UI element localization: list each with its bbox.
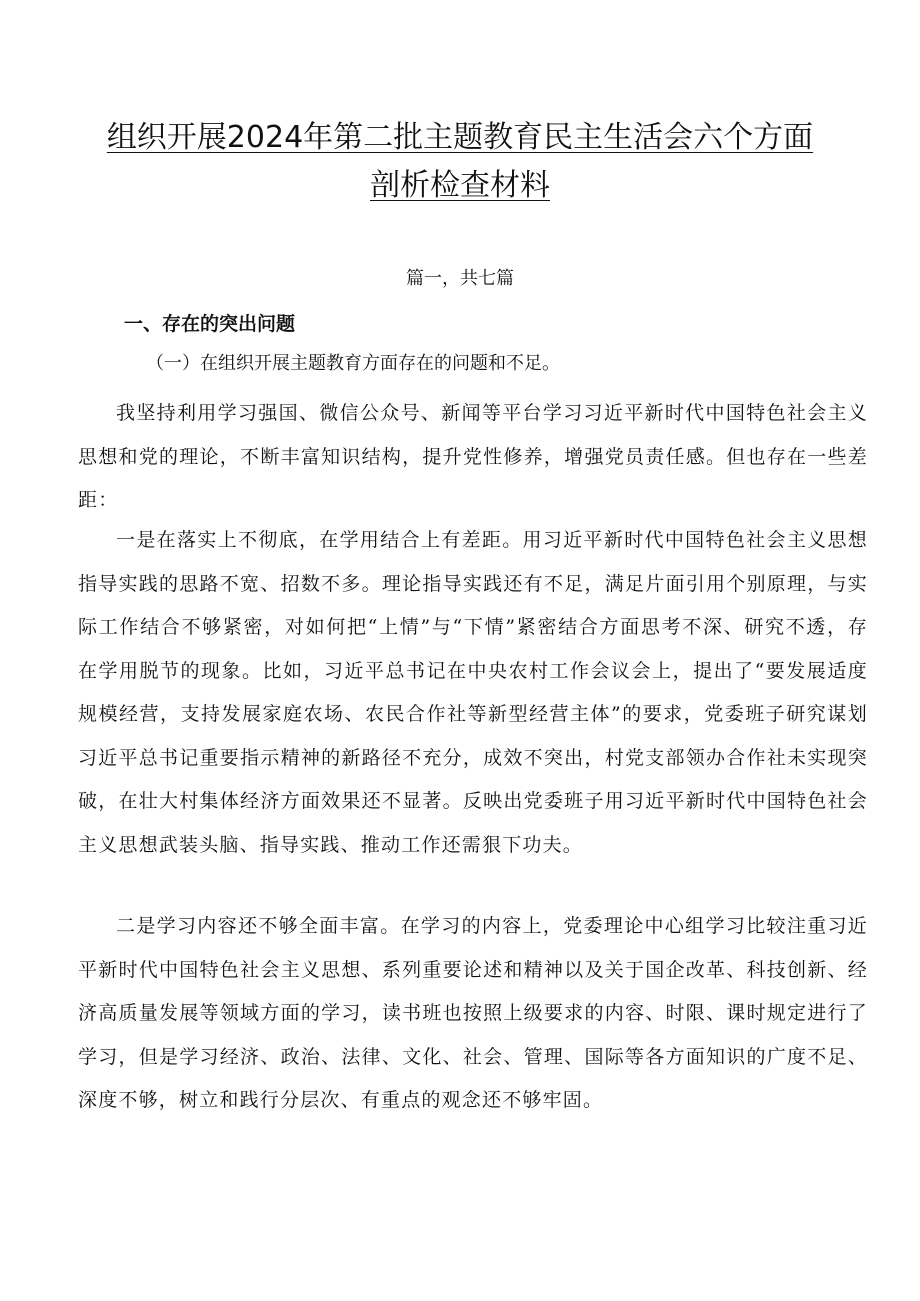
body-paragraph-1: 我坚持利用学习强国、微信公众号、新闻等平台学习习近平新时代中国特色社会主义思想和党的理论，不断丰富知识结构，提升党性修养，增强党员责任感。但也存在一些差距： — [78, 402, 868, 511]
document-title-line-1: 组织开展2024年第二批主题教育民主生活会六个方面 — [106, 120, 814, 155]
section-heading: 一、存在的突出问题 — [124, 313, 296, 335]
subsection-heading: （一）在组织开展主题教育方面存在的问题和不足。 — [146, 353, 560, 374]
body-paragraph-3: 二是学习内容还不够全面丰富。在学习的内容上，党委理论中心组学习比较注重习近平新时代中国特色社会主义思想、系列重要论述和精神以及关于国企改革、科技创新、经济高质量发展等领域方面的学习，读书班也按照上级要求的内容、时限、课时规定进行了学习，但是学习经济、政治、法律、文化、社会、管理、国际等各方面知识的广度不足、深度不够，树立和践行分层次、有重点的观念还不够牢固。 — [78, 915, 868, 1111]
body-paragraph-2: 一是在落实上不彻底，在学用结合上有差距。用习近平新时代中国特色社会主义思想指导实践的思路不宽、招数不多。理论指导实践还有不足，满足片面引用个别原理，与实际工作结合不够紧密，对如何把“上情”与“下情”紧密结合方面思考不深、研究不透，存在学用脱节的现象。比如，习近平总书记在中央农村工作会议会上，提出了“要发展适度规模经营，支持发展家庭农场、农民合作社等新型经营主体”的要求，党委班子研究谋划习近平总书记重要指示精神的新路径不充分，成效不突出，村党支部领办合作社未实现突破，在壮大村集体经济方面效果还不显著。反映出党委班子用习近平新时代中国特色社会主义思想武装头脑、指导实践、推动工作还需狠下功夫。 — [78, 529, 868, 856]
document-title-line-2: 剖析检查材料 — [370, 168, 550, 203]
document-subtitle: 篇一，共七篇 — [406, 268, 514, 289]
